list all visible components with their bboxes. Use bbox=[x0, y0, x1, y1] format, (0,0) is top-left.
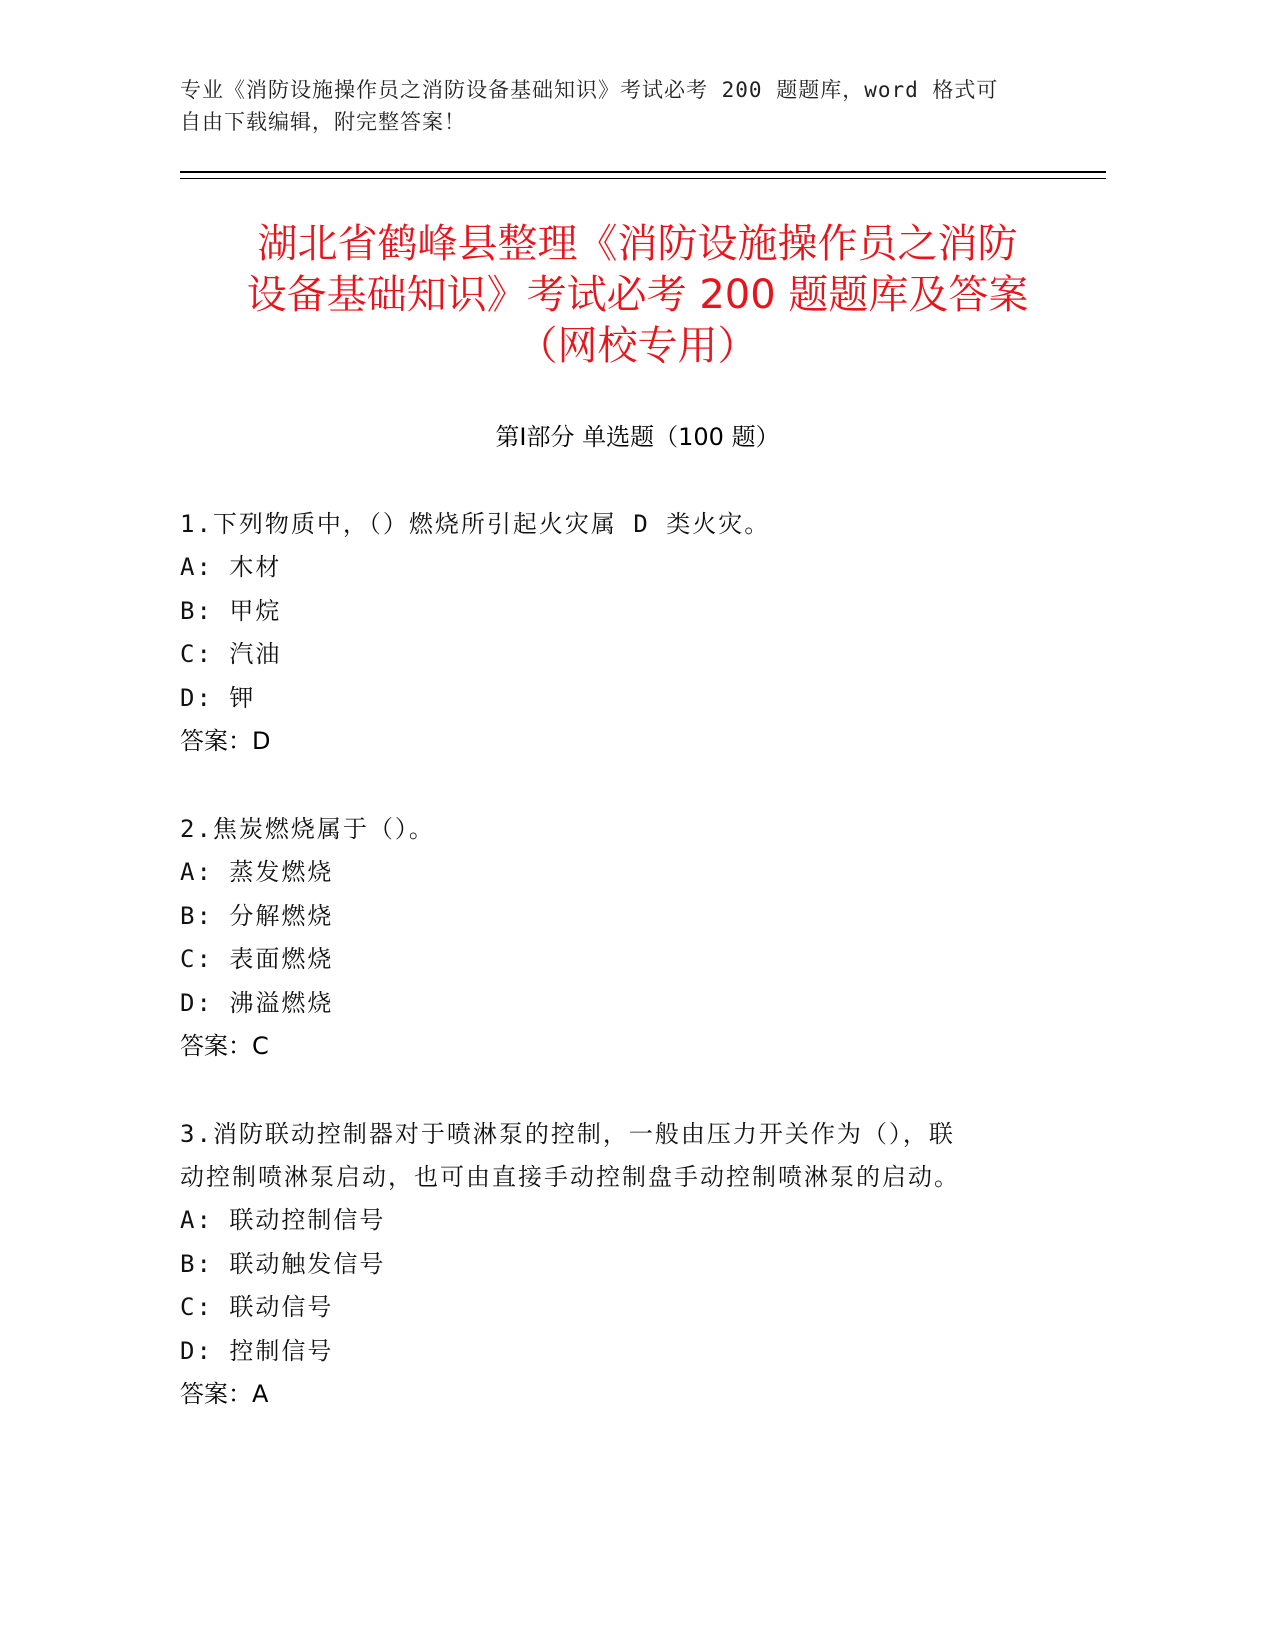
option-a: A: 蒸发燃烧 bbox=[180, 858, 334, 886]
document-title-line-1: 湖北省鹤峰县整理《消防设施操作员之消防 bbox=[257, 221, 1018, 267]
option-d: D: 控制信号 bbox=[180, 1336, 334, 1365]
answer: 答案：D bbox=[180, 727, 271, 755]
option-a: A: 木材 bbox=[180, 553, 282, 581]
header-rule-thin bbox=[180, 178, 1106, 179]
option-b: B: 分解燃烧 bbox=[180, 901, 334, 930]
header-note-line-2: 自由下载编辑，附完整答案！ bbox=[180, 110, 466, 134]
question-stem: 1.下列物质中，（）燃烧所引起火灾属 D 类火灾。 bbox=[180, 510, 771, 538]
section-title: 第Ⅰ部分 单选题（100 题） bbox=[495, 423, 780, 451]
question-stem-continued: 动控制喷淋泵启动，也可由直接手动控制盘手动控制喷淋泵的启动。 bbox=[180, 1163, 960, 1191]
answer: 答案：C bbox=[180, 1032, 269, 1060]
header-rule-thick bbox=[180, 171, 1106, 173]
question-3 bbox=[180, 1113, 1080, 1416]
header-note bbox=[180, 74, 1060, 138]
option-a: A: 联动控制信号 bbox=[180, 1206, 386, 1234]
document-title-line-3: （网校专用） bbox=[517, 323, 758, 369]
option-c: C: 联动信号 bbox=[180, 1293, 334, 1321]
option-d: D: 钾 bbox=[180, 683, 256, 712]
header-note-line-1: 专业《消防设施操作员之消防设备基础知识》考试必考 200 题题库，word 格式可 bbox=[180, 78, 999, 102]
question-1 bbox=[180, 503, 1080, 763]
option-d: D: 沸溢燃烧 bbox=[180, 988, 334, 1017]
document-title-line-2: 设备基础知识》考试必考 200 题题库及答案 bbox=[246, 272, 1029, 318]
option-b: B: 联动触发信号 bbox=[180, 1249, 386, 1278]
question-stem: 2.焦炭燃烧属于（）。 bbox=[180, 815, 435, 843]
option-b: B: 甲烷 bbox=[180, 596, 282, 625]
question-2 bbox=[180, 808, 1080, 1068]
answer: 答案：A bbox=[180, 1380, 269, 1408]
document-title bbox=[150, 219, 1125, 372]
option-c: C: 汽油 bbox=[180, 640, 282, 668]
option-c: C: 表面燃烧 bbox=[180, 945, 334, 973]
question-stem: 3.消防联动控制器对于喷淋泵的控制，一般由压力开关作为（），联 bbox=[180, 1120, 955, 1148]
